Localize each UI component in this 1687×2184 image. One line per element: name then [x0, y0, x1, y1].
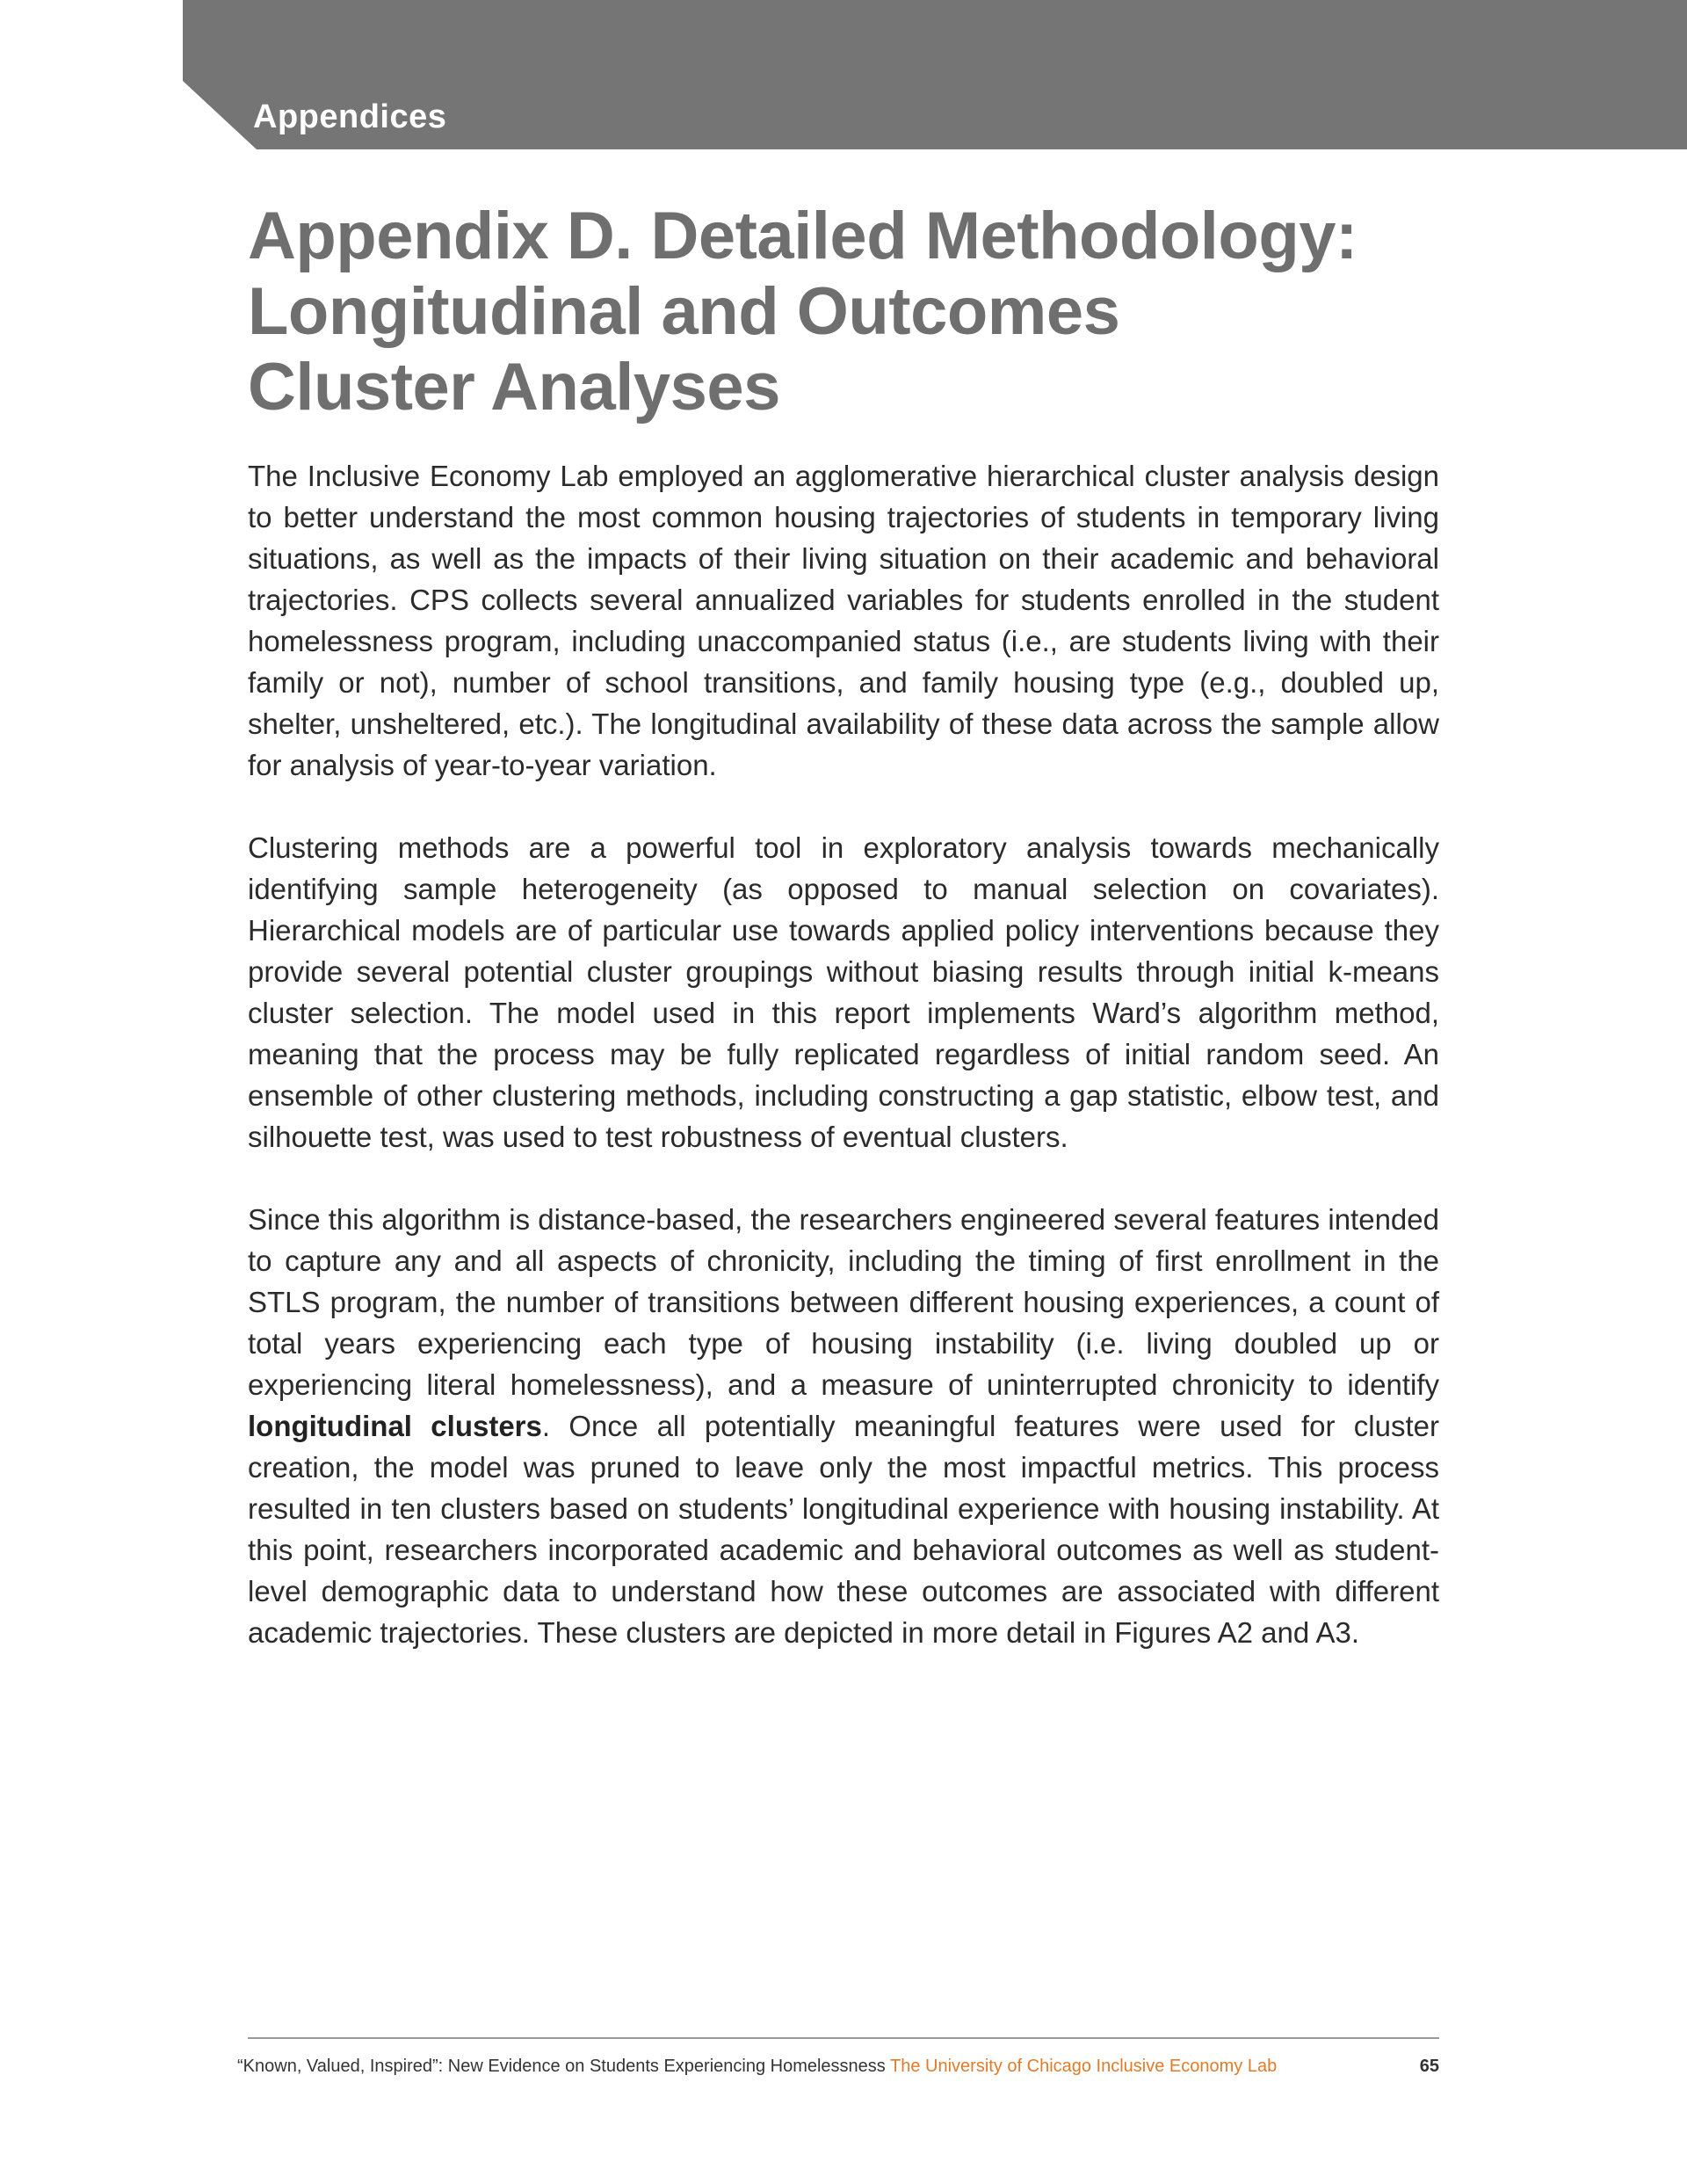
paragraph-3-text: Since this algorithm is distance-based, the researchers engineered several features intended to capture any and all aspects of chronicity, including the timing of first enrollment in the STLS program, the number of transitions between different housing experiences, a count of total years experiencing each type of housing instability (i.e. living doubled up or experiencing literal homelessness), and a measure of uninterrupted chronicity to identify — [248, 1203, 1439, 1401]
longitudinal-clusters-term: longitudinal clusters — [248, 1410, 542, 1442]
paragraph-2: Clustering methods are a powerful tool in exploratory analysis towards mechanically identifying sample heterogeneity (as opposed to manual selection on covariates). Hierarchical models are of particular use towards applied policy interventions because they provide several potential cluster groupings without biasing results through initial k-means cluster selection. The model used in this report implements Ward’s algorithm method, meaning that the process may be fully replicated regardless of initial random seed. An ensemble of other clustering methods, including constructing a gap statistic, elbow test, and silhouette test, was used to test robustness of eventual clusters. — [248, 831, 1439, 1153]
paragraph-3-text: . Once all potentially meaningful features were used for cluster creation, the model was pruned to leave only the most impactful metrics. This process resulted in ten clusters based on students’ longitudinal experience with housing instability. At this point, researchers incorporated academic and behavioral outcomes as well as student-level demographic data to understand how these outcomes are associated with different academic trajectories. These clusters are depicted in more detail in Figures A2 and A3. — [248, 1410, 1439, 1649]
page-number: 65 — [1419, 2057, 1439, 2076]
section-label: Appendices — [253, 98, 447, 135]
footer-lab-name: The University of Chicago Inclusive Economy Lab — [890, 2057, 1278, 2076]
page-title-line: Longitudinal and Outcomes — [248, 274, 1120, 349]
footer-divider — [248, 2037, 1439, 2039]
body-text — [248, 455, 1439, 1694]
paragraph-3 — [248, 1199, 1439, 1653]
page-title-line: Cluster Analyses — [248, 350, 780, 424]
footer-report-title: “Known, Valued, Inspired”: New Evidence on Students Experiencing Homelessness — [237, 2057, 886, 2076]
page-title-line: Appendix D. Detailed Methodology: — [248, 199, 1358, 273]
page-title — [248, 199, 1531, 425]
paragraph-1: The Inclusive Economy Lab employed an agglomerative hierarchical cluster analysis design to better understand the most common housing trajectories of students in temporary living situations, as well as the impacts of their living situation on their academic and behavioral trajectories. CPS collects several annualized variables for students enrolled in the student homelessness program, including unaccompanied status (i.e., are students living with their family or not), number of school transitions, and family housing type (e.g., doubled up, shelter, unsheltered, etc.). The longitudinal availability of these data across the sample allow for analysis of year-to-year variation. — [248, 460, 1439, 781]
footer — [237, 2057, 1439, 2077]
